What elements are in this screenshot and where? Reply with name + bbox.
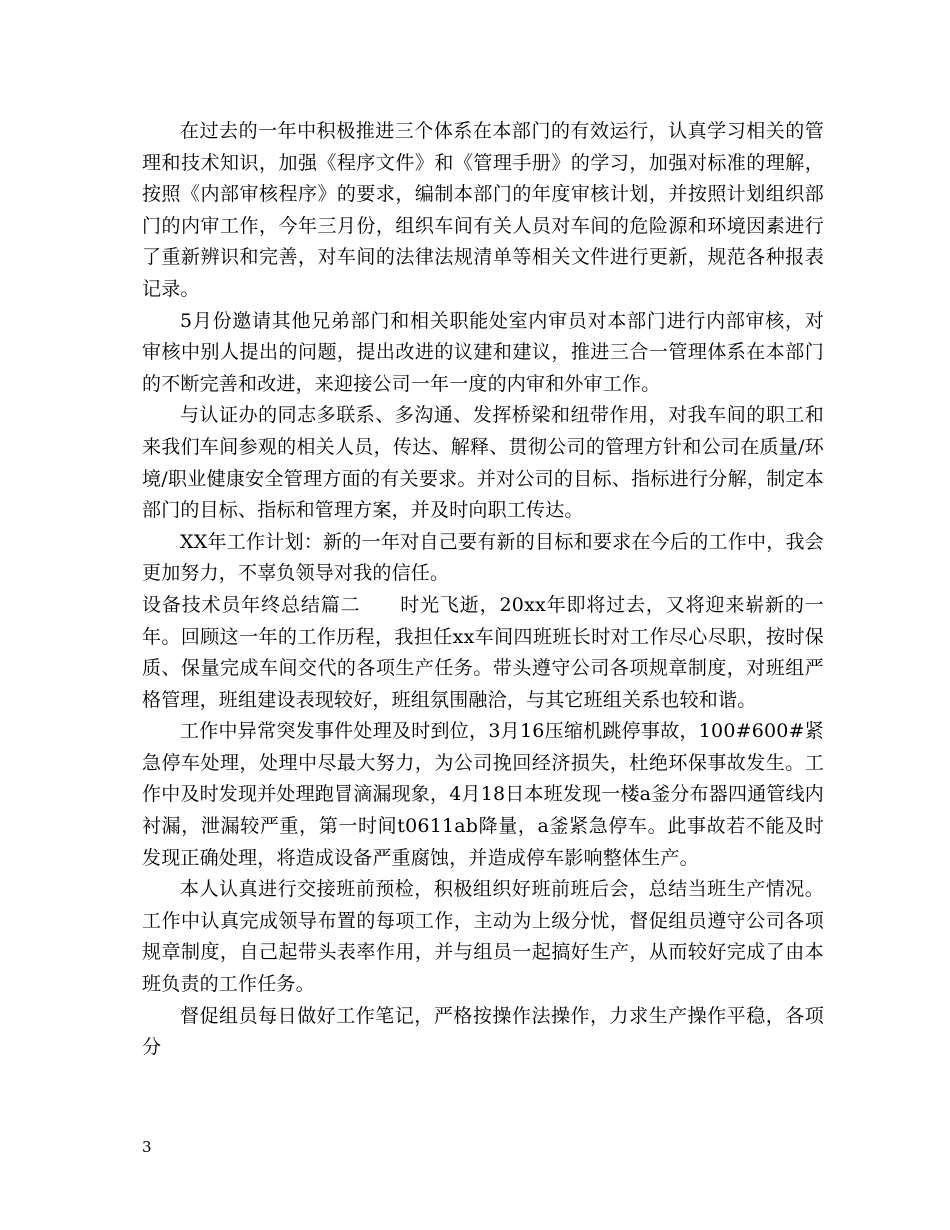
paragraph-section-two: 设备技术员年终总结篇二 时光飞逝，20xx年即将过去，又将迎来崭新的一年。回顾这一年的工作历程，我担任xx车间四班班长时对工作尽心尽职，按时保质、保量完成车间交代的各项生产任务。带头遵守公司各项规章制度，对班组严格管理，班组建设表现较好，班组氛围融洽，与其它班组关系也较和谐。 [142,593,824,711]
paragraph-certification-liaison: 与认证办的同志多联系、多沟通、发挥桥梁和纽带作用，对我车间的职工和来我们车间参观的相关人员，传达、解释、贯彻公司的管理方针和公司在质量/环境/职业健康安全管理方面的有关要求。并对公司的目标、指标进行分解，制定本部门的目标、指标和管理方案，并及时向职工传达。 [142,404,824,522]
page-number: 3 [142,1138,152,1156]
paragraph-work-notes: 督促组员每日做好工作笔记，严格按操作法操作，力求生产操作平稳，各项分 [142,1004,824,1059]
paragraph-system-audit: 在过去的一年中积极推进三个体系在本部门的有效运行，认真学习相关的管理和技术知识，加强《程序文件》和《管理手册》的学习，加强对标准的理解，按照《内部审核程序》的要求，编制本部门的年度审核计划，并按照计划组织部门的内审工作，今年三月份，组织车间有关人员对车间的危险源和环境因素进行了重新辨识和完善，对车间的法律法规清单等相关文件进行更新，规范各种报表记录。 [142,120,824,300]
paragraph-emergency-handling: 工作中异常突发事件处理及时到位，3月16压缩机跳停事故，100#600#紧急停车处理，处理中尽最大努力，为公司挽回经济损失，杜绝环保事故发生。工作中及时发现并处理跑冒滴漏现象，4月18日本班发现一楼a釜分布器四通管线内衬漏，泄漏较严重，第一时间t0611ab降量，a釜紧急停车。此事故若不能及时发现正确处理，将造成设备严重腐蚀，并造成停车影响整体生产。 [142,720,824,869]
paragraph-work-plan: XX年工作计划：新的一年对自己要有新的目标和要求在今后的工作中，我会更加努力，不辜负领导对我的信任。 [142,530,824,585]
body-text [142,116,824,1064]
paragraph-shift-handover: 本人认真进行交接班前预检，积极组织好班前班后会，总结当班生产情况。工作中认真完成领导布置的每项工作，主动为上级分忧，督促组员遵守公司各项规章制度，自己起带头表率作用，并与组员一起搞好生产，从而较好完成了由本班负责的工作任务。 [142,878,824,996]
paragraph-internal-audit-may: 5月份邀请其他兄弟部门和相关职能处室内审员对本部门进行内部审核，对审核中别人提出的问题，提出改进的议建和建议，推进三合一管理体系在本部门的不断完善和改进，来迎接公司一年一度的内审和外审工作。 [142,309,824,395]
